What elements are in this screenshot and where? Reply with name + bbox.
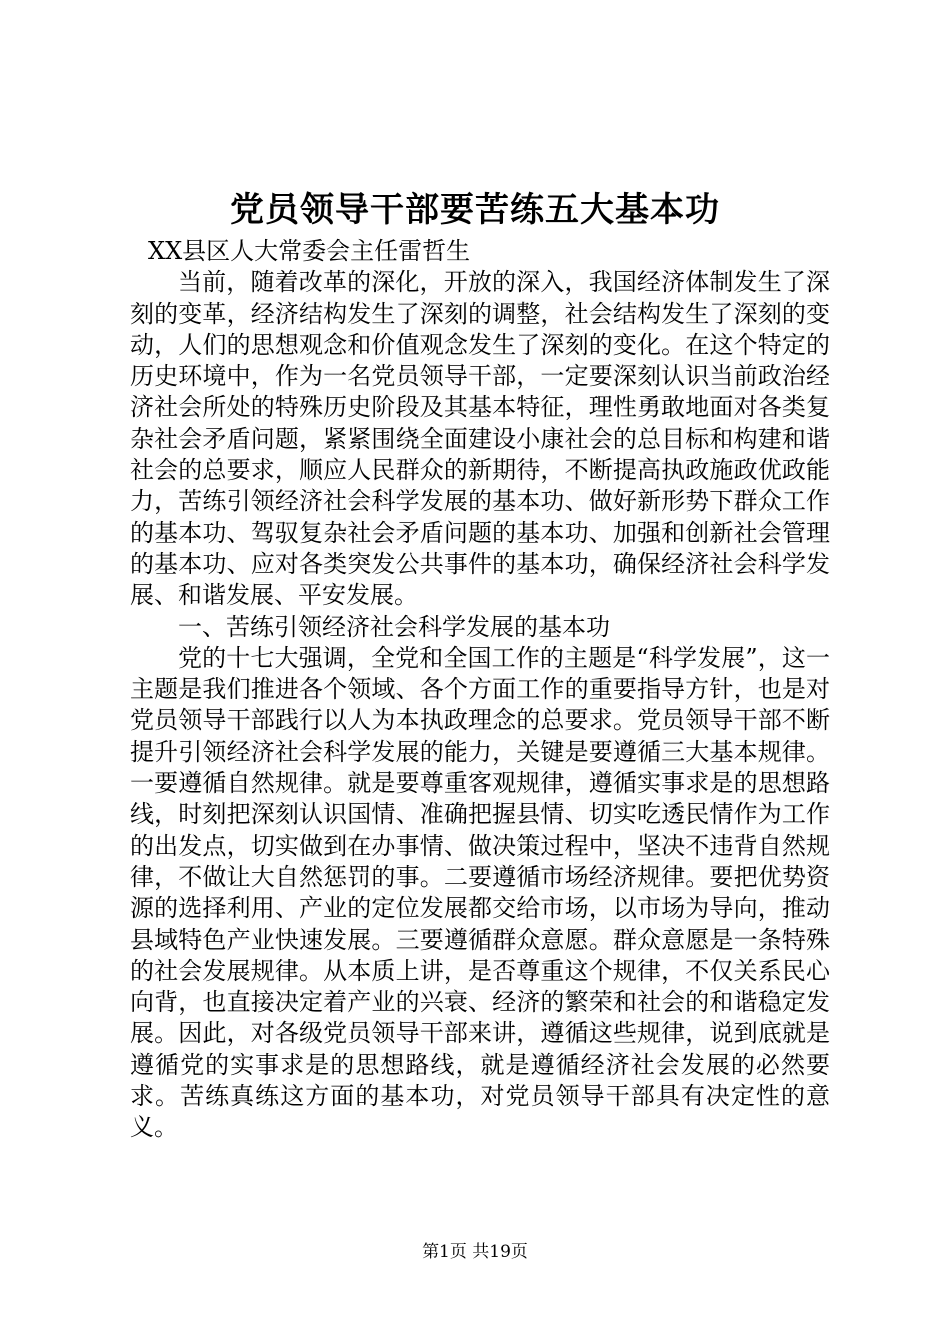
section-heading-1: 一、苦练引领经济社会科学发展的基本功: [178, 612, 610, 641]
body-paragraph-section-1: 党的十七大强调，全党和全国工作的主题是“科学发展”，这一主题是我们推进各个领域、各个方面工作的重要指导方针，也是对党员领导干部践行以人为本执政理念的总要求。党员领导干部不断提升引领经济社会科学发展的能力，关键是要遵循三大基本规律。一要遵循自然规律。就是要尊重客观规律，遵循实事求是的思想路线，时刻把深刻认识国情、准确把握县情、切实吃透民情作为工作的出发点，切实做到在办事情、做决策过程中，坚决不违背自然规律，不做让大自然惩罚的事。二要遵循市场经济规律。要把优势资源的选择利用、产业的定位发展都交给市场，以市场为导向，推动县域特色产业快速发展。三要遵循群众意愿。群众意愿是一条特殊的社会发展规律。从本质上讲，是否尊重这个规律，不仅关系民心向背，也直接决定着产业的兴衰、经济的繁荣和社会的和谐稳定发展。因此，对各级党员领导干部来讲，遵循这些规律，说到底就是遵循党的实事求是的思想路线，就是遵循经济社会发展的必然要求。苦练真练这方面的基本功，对党员领导干部具有决定性的意义。: [130, 643, 830, 1142]
page-footer: 第1页 共19页: [422, 1242, 528, 1262]
document-title: 党员领导干部要苦练五大基本功: [230, 190, 720, 230]
body-paragraph-intro: 当前，随着改革的深化，开放的深入，我国经济体制发生了深刻的变革，经济结构发生了深刻的调整，社会结构发生了深刻的变动，人们的思想观念和价值观念发生了深刻的变化。在这个特定的历史环境中，作为一名党员领导干部，一定要深刻认识当前政治经济社会所处的特殊历史阶段及其基本特征，理性勇敢地面对各类复杂社会矛盾问题，紧紧围绕全面建设小康社会的总目标和构建和谐社会的总要求，顺应人民群众的新期待，不断提高执政施政优政能力，苦练引领经济社会科学发展的基本功、做好新形势下群众工作的基本功、驾驭复杂社会矛盾问题的基本功、加强和创新社会管理的基本功、应对各类突发公共事件的基本功，确保经济社会科学发展、和谐发展、平安发展。: [130, 268, 830, 610]
document-body: [130, 236, 830, 1144]
author-line: XX县区人大常委会主任雷哲生: [148, 237, 471, 265]
